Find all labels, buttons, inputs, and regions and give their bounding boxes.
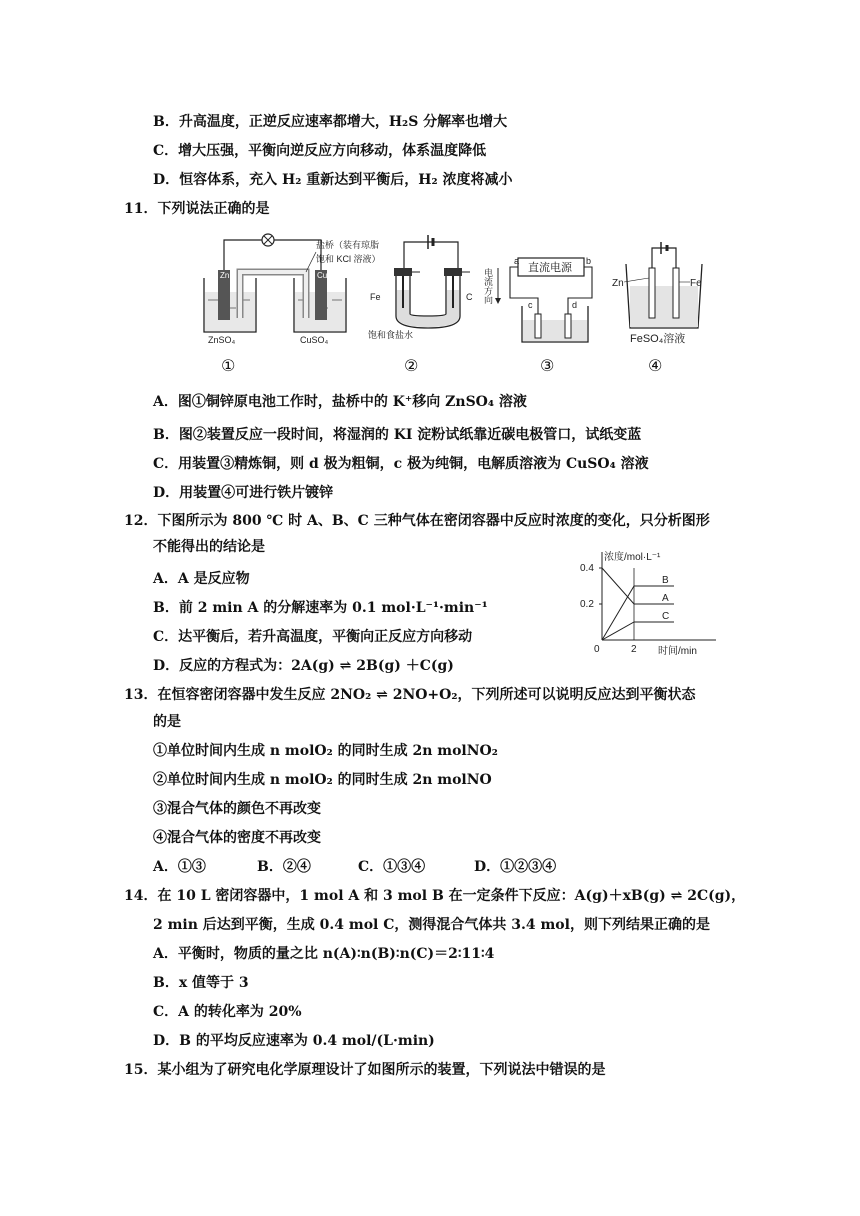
series-label-C: C bbox=[662, 611, 670, 622]
x-tick-label: 2 bbox=[631, 644, 637, 655]
y-tick-label: 0.4 bbox=[580, 563, 594, 574]
c-electrode-label: C bbox=[466, 292, 473, 302]
q13-option-a: A．①③ bbox=[153, 859, 206, 875]
q11-option-d: D．用装置④可进行铁片镀锌 bbox=[153, 485, 334, 501]
q10-option-d: D．恒容体系，充入 H₂ 重新达到平衡后，H₂ 浓度将减小 bbox=[153, 172, 513, 188]
q15-stem: 15．某小组为了研究电化学原理设计了如图所示的装置，下列说法中错误的是 bbox=[124, 1062, 606, 1078]
arrow-down-icon bbox=[495, 298, 501, 304]
figure-4-plating-cell bbox=[612, 234, 712, 346]
series-label-B: B bbox=[662, 575, 669, 586]
q12-stem: 12．下图所示为 800 ℃ 时 A、B、C 三种气体在密闭容器中反应时浓度的变化，只分析图形 bbox=[124, 513, 710, 529]
x-axis-label: 时间/min bbox=[658, 646, 697, 657]
q14-option-a: A．平衡时，物质的量之比 n(A)∶n(B)∶n(C)＝2∶11∶4 bbox=[153, 946, 495, 962]
series-label-A: A bbox=[662, 593, 669, 604]
figure-number-3: ③ bbox=[540, 356, 555, 375]
dc-power-label: 直流电源 bbox=[528, 262, 572, 274]
zn-label: Zn bbox=[612, 278, 624, 289]
q11-stem: 11．下列说法正确的是 bbox=[124, 201, 270, 217]
q11-option-c: C．用装置③精炼铜，则 d 极为粗铜，c 极为纯铜，电解质溶液为 CuSO₄ 溶液 bbox=[153, 456, 649, 472]
zn-electrode-label: Zn bbox=[220, 271, 230, 280]
q12-option-a: A．A 是反应物 bbox=[153, 571, 250, 587]
series-line-C bbox=[602, 622, 674, 640]
znso4-label: ZnSO₄ bbox=[208, 335, 236, 345]
q14-option-c: C．A 的转化率为 20% bbox=[153, 1004, 302, 1020]
q13-option-c: C．①③④ bbox=[358, 859, 426, 875]
terminal-a-label: a bbox=[514, 256, 520, 266]
fe-electrode-label: Fe bbox=[370, 292, 381, 302]
electrode-c-label: c bbox=[528, 300, 533, 310]
q11-option-a: A．图①铜锌原电池工作时，盐桥中的 K⁺移向 ZnSO₄ 溶液 bbox=[153, 394, 527, 410]
q13-statement-2: ②单位时间内生成 n molO₂ 的同时生成 2n molNO bbox=[153, 772, 492, 788]
q13-statement-4: ④混合气体的密度不再改变 bbox=[153, 830, 321, 846]
current-direction-label: 电流方向 bbox=[483, 268, 493, 304]
q12-option-d: D．反应的方程式为：2A(g) ⇌ 2B(g) ＋C(g) bbox=[153, 658, 454, 674]
q10-option-b: B．升高温度，正逆反应速率都增大，H₂S 分解率也增大 bbox=[153, 114, 508, 130]
cuso4-label: CuSO₄ bbox=[300, 335, 329, 345]
cu-electrode-label: Cu bbox=[317, 271, 328, 280]
q13-stem: 13．在恒容密闭容器中发生反应 2NO₂ ⇌ 2NO+O₂，下列所述可以说明反应达到平衡状态 bbox=[124, 687, 696, 703]
y-tick-label: 0.2 bbox=[580, 599, 594, 610]
q12-option-b: B．前 2 min A 的分解速率为 0.1 mol·L⁻¹·min⁻¹ bbox=[153, 600, 488, 616]
q14-stem-cont: 2 min 后达到平衡，生成 0.4 mol C，测得混合气体共 3.4 mol，则下列结果正确的是 bbox=[153, 917, 710, 933]
salt-bridge-label: 盐桥（装有琼脂 bbox=[316, 240, 380, 250]
y-axis-label: 浓度/mol·L⁻¹ bbox=[604, 552, 661, 563]
q10-option-c: C．增大压强，平衡向逆反应方向移动，体系温度降低 bbox=[153, 143, 487, 159]
q13-option-b: B．②④ bbox=[257, 859, 311, 875]
q14-option-d: D．B 的平均反应速率为 0.4 mol/(L·min) bbox=[153, 1033, 435, 1049]
electrode-d-label: d bbox=[572, 300, 578, 310]
q12-option-c: C．达平衡后，若升高温度，平衡向正反应方向移动 bbox=[153, 629, 473, 645]
x-tick-label: 0 bbox=[594, 644, 600, 655]
q14-option-b: B．x 值等于 3 bbox=[153, 975, 249, 991]
brine-label: 饱和食盐水 bbox=[368, 330, 414, 340]
terminal-b-label: b bbox=[586, 256, 592, 266]
salt-bridge-label-2: 饱和 KCl 溶液） bbox=[316, 254, 381, 264]
q12-stem-cont: 不能得出的结论是 bbox=[153, 539, 265, 555]
figure-3-electrolytic-cell bbox=[483, 254, 608, 344]
figure-number-1: ① bbox=[221, 356, 236, 375]
q13-stem-cont: 的是 bbox=[153, 714, 181, 730]
feso4-solution-label: FeSO₄溶液 bbox=[630, 333, 686, 345]
q13-option-d: D．①②③④ bbox=[474, 859, 557, 875]
concentration-time-chart bbox=[570, 546, 720, 658]
figure-number-2: ② bbox=[404, 356, 419, 375]
q13-statement-1: ①单位时间内生成 n molO₂ 的同时生成 2n molNO₂ bbox=[153, 743, 498, 759]
q13-statement-3: ③混合气体的颜色不再改变 bbox=[153, 801, 321, 817]
q11-option-b: B．图②装置反应一段时间，将湿润的 KI 淀粉试纸靠近碳电极管口，试纸变蓝 bbox=[153, 427, 642, 443]
figure-2-u-tube-electrolysis bbox=[366, 228, 476, 340]
q14-stem: 14．在 10 L 密闭容器中，1 mol A 和 3 mol B 在一定条件下反应：A(g)＋xB(g) ⇌ 2C(g)， bbox=[124, 888, 746, 904]
figure-number-4: ④ bbox=[648, 356, 663, 375]
fe-label: Fe bbox=[690, 278, 702, 289]
